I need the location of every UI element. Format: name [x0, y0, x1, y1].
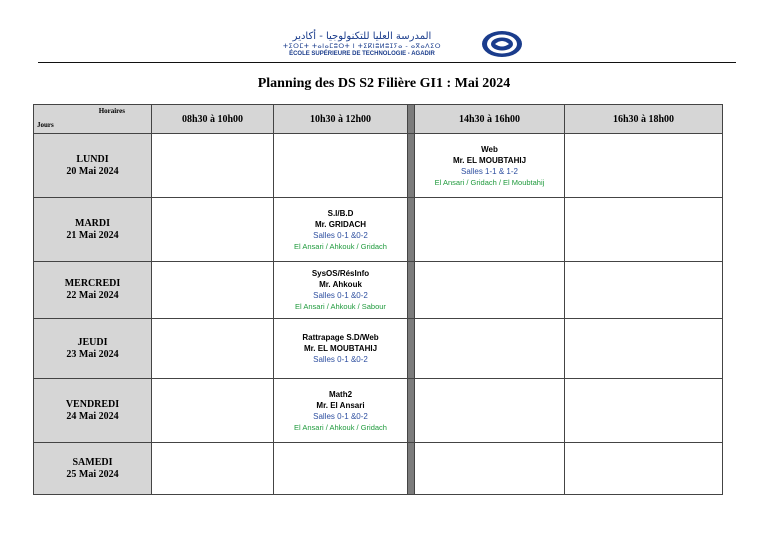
exam-teacher: Mr. GRIDACH: [314, 219, 367, 229]
table-row: [34, 443, 723, 495]
empty-cell: [565, 319, 723, 379]
exam-rooms: Salles 0-1 &0-2: [313, 411, 368, 421]
school-name-block: [248, 31, 476, 58]
empty-cell: [415, 262, 565, 319]
day-name: SAMEDI: [72, 456, 113, 468]
day-date: 22 Mai 2024: [66, 290, 119, 301]
exam-supervisors: El Ansari / Ahkouk / Gridach: [294, 241, 387, 251]
day-cell: [34, 262, 152, 319]
exam-teacher: Mr. El Ansari: [316, 400, 365, 410]
day-name: LUNDI: [76, 153, 109, 165]
column-separator: [408, 319, 415, 379]
day-date: 20 Mai 2024: [66, 165, 119, 177]
empty-cell: [274, 134, 408, 198]
table-row: [34, 379, 723, 443]
empty-cell: [565, 443, 723, 495]
horaires-label: Horaires: [98, 107, 125, 115]
empty-cell: [415, 379, 565, 443]
table-row: [34, 319, 723, 379]
empty-cell: [415, 443, 565, 495]
school-name-tifinagh: ⵜⵉⵔⵎⵜ ⵜⴰⵏⴰⵎⵓⵔⵜ ⵏ ⵜⵉⴽⵏⵓⵍⵓⵊⵢⴰ - ⴰⴳⴰⴷⵉⵔ: [283, 41, 441, 50]
school-emblem-icon: [480, 30, 524, 58]
column-separator: [408, 134, 415, 198]
exam-rooms: Salles 0-1 &0-2: [313, 230, 368, 240]
exam-supervisors: El Ansari / Gridach / El Moubtahij: [434, 177, 545, 187]
school-header: [0, 0, 768, 64]
exam-cell: [415, 134, 565, 198]
slot-header: 10h30 à 12h00: [274, 105, 408, 134]
empty-cell: [415, 198, 565, 262]
day-cell: [34, 443, 152, 495]
exam-subject: SysOS/RésInfo: [311, 269, 370, 278]
empty-cell: [565, 198, 723, 262]
exam-subject: S.I/B.D: [327, 208, 354, 218]
day-date: 24 Mai 2024: [66, 410, 119, 422]
day-cell: [34, 198, 152, 262]
day-date: 23 Mai 2024: [66, 348, 119, 360]
column-separator: [408, 379, 415, 443]
exam-subject: Rattrapage S.D/Web: [302, 333, 379, 342]
empty-cell: [152, 198, 274, 262]
header-row: [34, 105, 723, 134]
exam-rooms: Salles 1-1 & 1-2: [461, 166, 518, 176]
column-separator: [408, 262, 415, 319]
empty-cell: [565, 134, 723, 198]
exam-cell: [274, 379, 408, 443]
slot-header: 08h30 à 10h00: [152, 105, 274, 134]
day-name: MERCREDI: [64, 278, 121, 289]
schedule-table: [33, 104, 723, 495]
empty-cell: [565, 262, 723, 319]
exam-supervisors: El Ansari / Ahkouk / Sabour: [295, 302, 386, 311]
exam-supervisors: El Ansari / Ahkouk / Gridach: [294, 422, 387, 432]
corner-cell: [34, 105, 152, 134]
exam-subject: Math2: [328, 389, 353, 399]
exam-teacher: Mr. EL MOUBTAHIJ: [452, 155, 527, 165]
jours-label: Jours: [37, 121, 54, 129]
column-separator: [408, 443, 415, 495]
empty-cell: [152, 134, 274, 198]
exam-subject: Web: [481, 144, 498, 154]
empty-cell: [565, 379, 723, 443]
table-row: [34, 134, 723, 198]
exam-cell: [274, 198, 408, 262]
school-name-french: ÉCOLE SUPÉRIEURE DE TECHNOLOGIE - AGADIR: [289, 50, 435, 57]
day-cell: [34, 134, 152, 198]
exam-rooms: Salles 0-1 &0-2: [313, 355, 368, 364]
day-cell: [34, 319, 152, 379]
day-cell: [34, 379, 152, 443]
school-name-arabic: المدرسة العليا للتكنولوجيا - أكادير: [292, 30, 432, 42]
empty-cell: [415, 319, 565, 379]
column-separator: [408, 198, 415, 262]
day-name: VENDREDI: [65, 398, 120, 410]
column-separator: [408, 105, 415, 134]
empty-cell: [152, 262, 274, 319]
exam-rooms: Salles 0-1 &0-2: [313, 291, 368, 300]
exam-cell: [274, 319, 408, 379]
exam-teacher: Mr. Ahkouk: [319, 280, 362, 289]
day-date: 25 Mai 2024: [66, 468, 119, 480]
empty-cell: [152, 443, 274, 495]
table-row: [34, 198, 723, 262]
page-title: Planning des DS S2 Filière GI1 : Mai 2024: [257, 76, 511, 91]
exam-teacher: Mr. EL MOUBTAHIJ: [303, 344, 378, 353]
empty-cell: [152, 319, 274, 379]
header-rule: [38, 62, 736, 63]
slot-header: 14h30 à 16h00: [415, 105, 565, 134]
slot-header: 16h30 à 18h00: [565, 105, 723, 134]
empty-cell: [152, 379, 274, 443]
exam-cell: [274, 262, 408, 319]
empty-cell: [274, 443, 408, 495]
day-name: JEUDI: [77, 336, 108, 348]
school-logo: [248, 30, 524, 58]
day-name: MARDI: [75, 217, 110, 229]
table-row: [34, 262, 723, 319]
day-date: 21 Mai 2024: [66, 229, 119, 241]
